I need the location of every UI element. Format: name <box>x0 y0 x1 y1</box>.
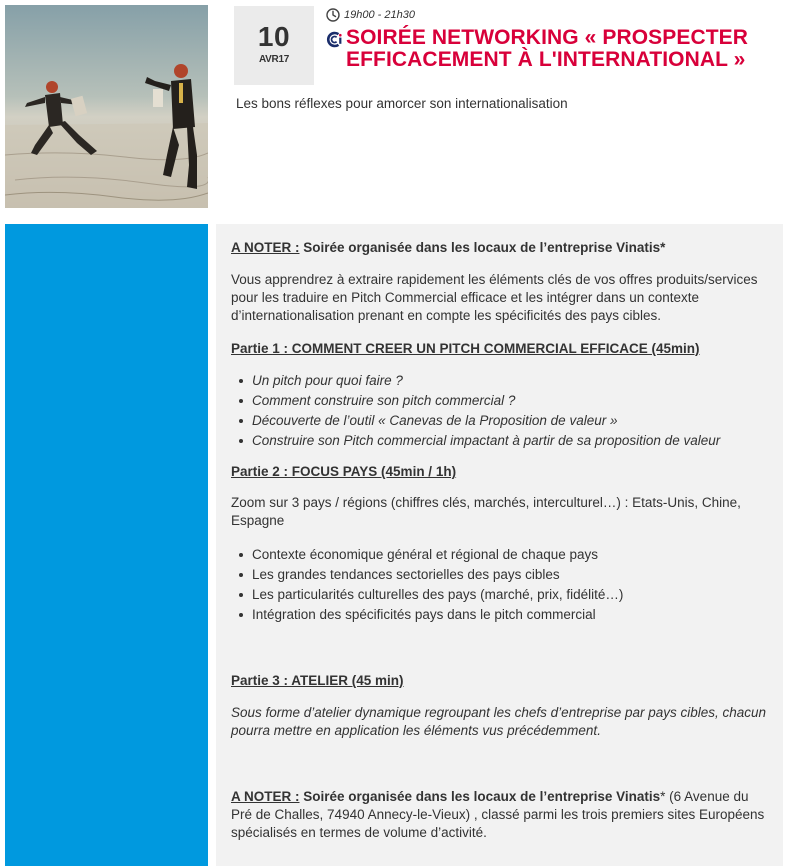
list-item: Intégration des spécificités pays dans le pitch commercial <box>252 605 769 625</box>
event-subtitle: Les bons réflexes pour amorcer son internationalisation <box>236 96 568 111</box>
list-item: Construire son Pitch commercial impactant à partir de sa proposition de valeur <box>252 431 769 451</box>
event-description-panel <box>216 224 783 866</box>
note-footer-bold: Soirée organisée dans les locaux de l’entreprise Vinatis <box>299 789 661 804</box>
list-item: Découverte de l’outil « Canevas de la Proposition de valeur » <box>252 411 769 431</box>
clock-icon <box>326 8 340 22</box>
note-footer-text: * (6 Avenue du Pré de Challes, 74940 Annecy-le-Vieux) , classé parmi les trois premiers sites Européens spécialisés en termes de volume d’activité. <box>231 789 765 840</box>
list-item: Comment construire son pitch commercial ? <box>252 391 769 411</box>
event-date-month: AVR17 <box>259 54 289 65</box>
list-item: Un pitch pour quoi faire ? <box>252 371 769 391</box>
note-footer-paragraph <box>231 788 769 842</box>
event-photo <box>5 5 208 208</box>
event-date-day: 10 <box>257 21 291 52</box>
note-paragraph <box>231 239 769 257</box>
intro-paragraph: Vous apprendrez à extraire rapidement les éléments clés de vos offres produits/services pour les traduire en Pitch Commercial efficace et les intégrer dans un contexte d’internationalisation prenant en compte les spécificités des pays cibles. <box>231 272 758 323</box>
part2-heading: Partie 2 : FOCUS PAYS (45min / 1h) <box>231 464 457 479</box>
part3-heading: Partie 3 : ATELIER (45 min) <box>231 673 404 688</box>
part3-text: Sous forme d’atelier dynamique regroupant les chefs d’entreprise par pays cibles, chacun pourra mettre en application les éléments vus précédemment. <box>231 705 767 738</box>
note-label: A NOTER : <box>231 240 300 255</box>
cci-logo-icon <box>326 31 343 48</box>
list-item: Les grandes tendances sectorielles des pays cibles <box>252 565 769 585</box>
event-time: 19h00 - 21h30 <box>344 9 415 21</box>
part1-list <box>231 371 769 451</box>
event-title-row <box>326 27 776 71</box>
photo-illustration <box>5 5 208 208</box>
note-text: Soirée organisée dans les locaux de l’entreprise Vinatis* <box>299 240 666 255</box>
list-item: Contexte économique général et régional de chaque pays <box>252 545 769 565</box>
note-footer-label: A NOTER : <box>231 789 300 804</box>
event-title[interactable]: SOIRÉE NETWORKING « PROSPECTER EFFICACEMENT À L'INTERNATIONAL » <box>346 26 749 71</box>
list-item: Les particularités culturelles des pays (marché, prix, fidélité…) <box>252 585 769 605</box>
part2-list <box>231 545 769 625</box>
part2-intro: Zoom sur 3 pays / régions (chiffres clés, marchés, interculturel…) : Etats-Unis, Chine, Espagne <box>231 495 741 528</box>
event-date-badge <box>234 6 314 85</box>
sidebar-blue-bar <box>5 224 208 866</box>
event-time-row <box>326 7 415 23</box>
part1-heading: Partie 1 : COMMENT CREER UN PITCH COMMERCIAL EFFICACE (45min) <box>231 341 700 356</box>
